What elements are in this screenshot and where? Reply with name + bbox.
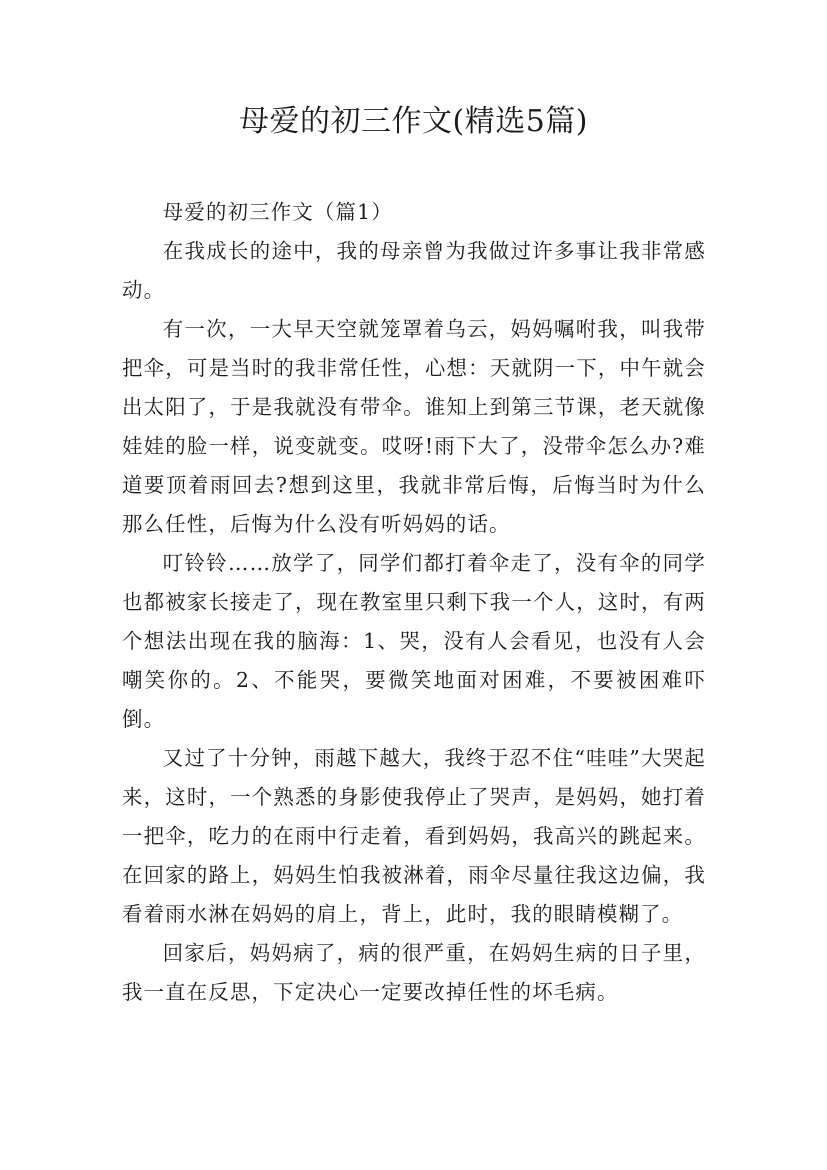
paragraph: 回家后，妈妈病了，病的很严重，在妈妈生病的日子里，我一直在反思，下定决心一定要改掉任性的坏毛病。 xyxy=(122,941,706,1004)
paragraph: 在我成长的途中，我的母亲曾为我做过许多事让我非常感动。 xyxy=(122,239,706,302)
document-title: 母爱的初三作文(精选5篇) xyxy=(239,104,588,139)
document-body xyxy=(122,193,706,1012)
paragraph: 有一次，一大早天空就笼罩着乌云，妈妈嘱咐我，叫我带把伞，可是当时的我非常任性，心想：天就阴一下，中午就会出太阳了，于是我就没有带伞。谁知上到第三节课，老天就像娃娃的脸一样，说变就变。哎呀!雨下大了，没带伞怎么办?难道要顶着雨回去?想到这里，我就非常后悔，后悔当时为什么那么任性，后悔为什么没有听妈妈的话。 xyxy=(122,317,706,536)
section-heading: 母爱的初三作文（篇1） xyxy=(162,200,393,224)
paragraph: 又过了十分钟，雨越下越大，我终于忍不住“哇哇”大哭起来，这时，一个熟悉的身影使我停止了哭声，是妈妈，她打着一把伞，吃力的在雨中行走着，看到妈妈，我高兴的跳起来。在回家的路上，妈妈生怕我被淋着，雨伞尽量往我这边偏，我看着雨水淋在妈妈的肩上，背上，此时，我的眼睛模糊了。 xyxy=(122,746,706,926)
paragraph: 叮铃铃……放学了，同学们都打着伞走了，没有伞的同学也都被家长接走了，现在教室里只剩下我一个人，这时，有两个想法出现在我的脑海：1、哭，没有人会看见，也没有人会嘲笑你的。2、不能哭，要微笑地面对困难，不要被困难吓倒。 xyxy=(122,551,706,731)
